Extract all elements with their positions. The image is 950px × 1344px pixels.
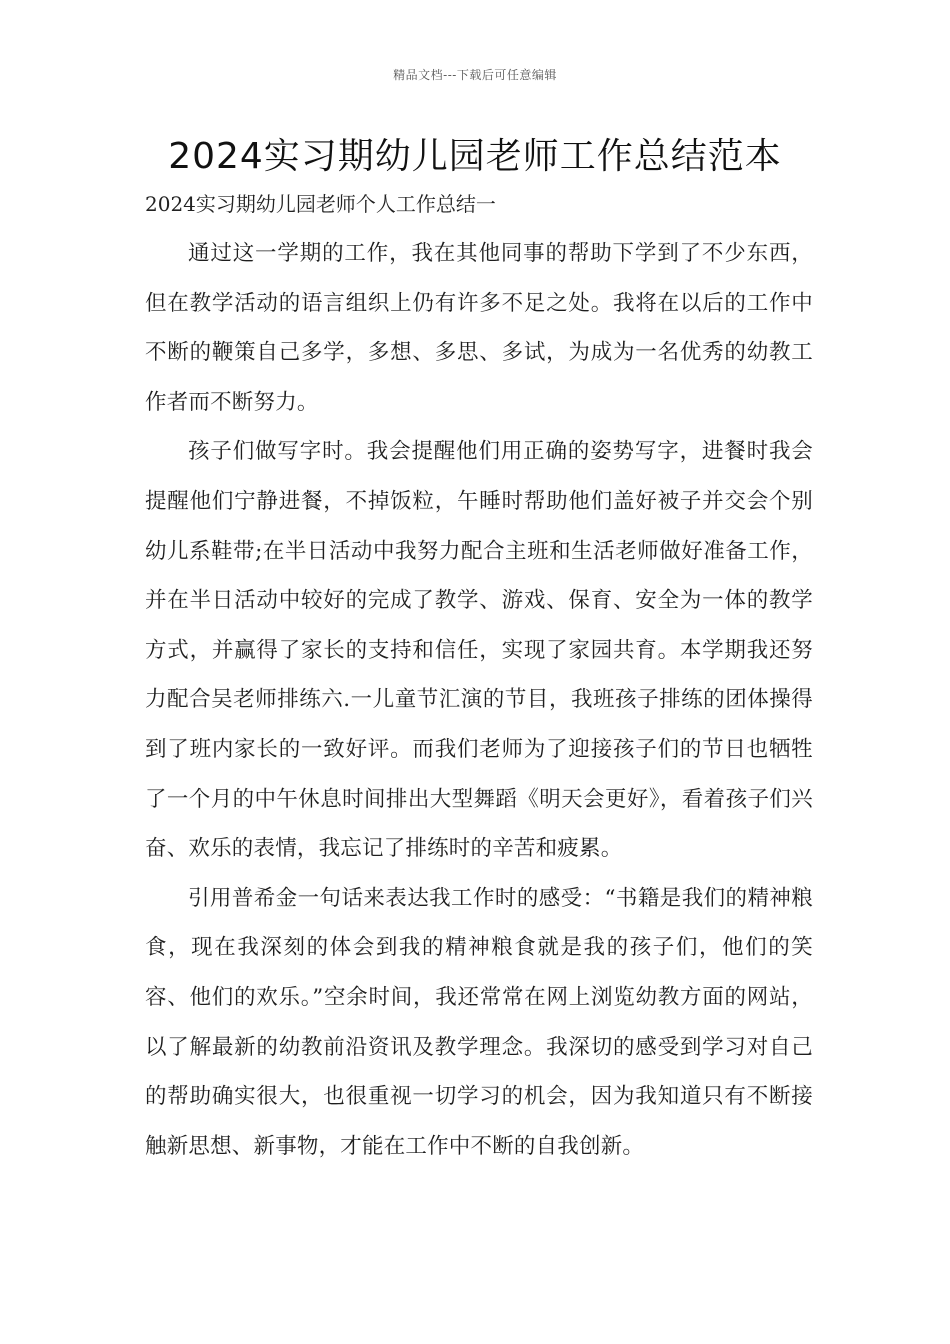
paragraph-2: 孩子们做写字时。我会提醒他们用正确的姿势写字，进餐时我会提醒他们宁静进餐，不掉饭粒，午睡时帮助他们盖好被子并交会个别幼儿系鞋带;在半日活动中我努力配合主班和生活老师做好准备工作，并在半日活动中较好的完成了教学、游戏、保育、安全为一体的教学方式，并赢得了家长的支持和信任，实现了家园共育。本学期我还努力配合吴老师排练六.一儿童节汇演的节目，我班孩子排练的团体操得到了班内家长的一致好评。而我们老师为了迎接孩子们的节日也牺牲了一个月的中午休息时间排出大型舞蹈《明天会更好》，看着孩子们兴奋、欢乐的表情，我忘记了排练时的辛苦和疲累。 [145, 439, 813, 862]
paragraph-1: 通过这一学期的工作，我在其他同事的帮助下学到了不少东西，但在教学活动的语言组织上仍有许多不足之处。我将在以后的工作中不断的鞭策自己多学，多想、多思、多试，为成为一名优秀的幼教工作者而不断努力。 [145, 241, 813, 415]
document-title: 2024实习期幼儿园老师工作总结范本 [168, 136, 782, 177]
header-note: 精品文档---下载后可任意编辑 [393, 68, 557, 82]
paragraph-3: 引用普希金一句话来表达我工作时的感受：“书籍是我们的精神粮食，现在我深刻的体会到我的精神粮食就是我的孩子们，他们的笑容、他们的欢乐。”空余时间，我还常常在网上浏览幼教方面的网站，以了解最新的幼教前沿资讯及教学理念。我深切的感受到学习对自己的帮助确实很大，也很重视一切学习的机会，因为我知道只有不断接触新思想、新事物，才能在工作中不断的自我创新。 [145, 885, 813, 1159]
document-subtitle: 2024实习期幼儿园老师个人工作总结一 [145, 192, 496, 216]
document-body [145, 229, 813, 1171]
